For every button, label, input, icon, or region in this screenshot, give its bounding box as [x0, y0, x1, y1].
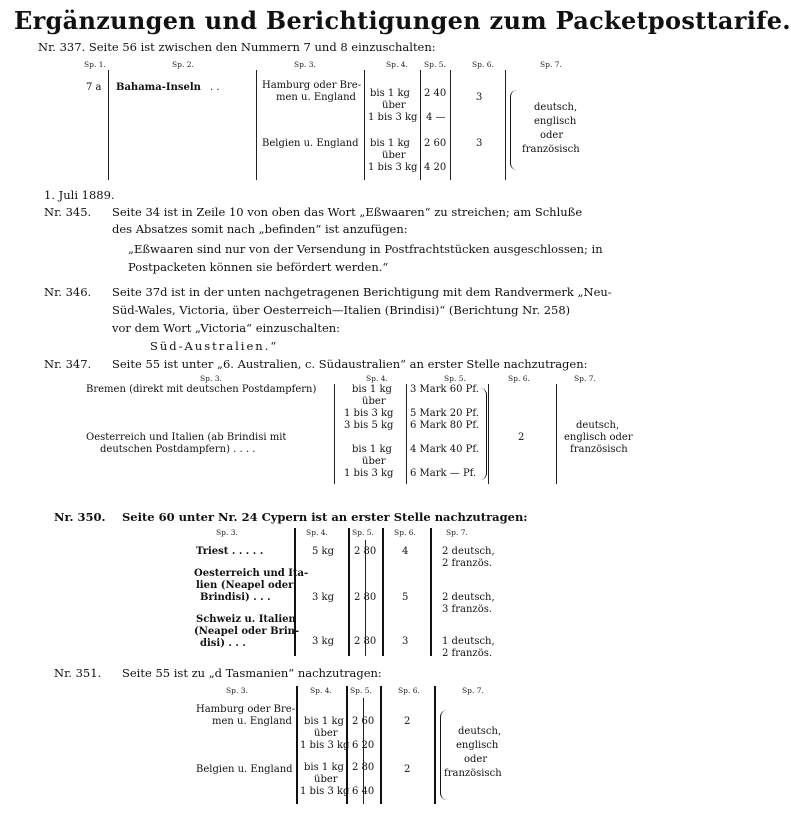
n350-r3-s6: 3 — [402, 636, 409, 647]
n351-r1-via1: Hamburg oder Bre- — [196, 704, 296, 715]
n350-l1: Seite 60 unter Nr. 24 Cypern ist an erster Stelle nachzutragen: — [122, 510, 528, 524]
n350-rule-2 — [348, 528, 350, 656]
n351-r2-w1: bis 1 kg — [304, 762, 344, 773]
n350-r1-w: 5 kg — [312, 546, 335, 557]
n347-sp7-2: englisch oder — [564, 432, 633, 443]
n350-r2-w: 3 kg — [312, 592, 335, 603]
n347-r1-w4: 3 bis 5 kg — [344, 420, 394, 431]
n350-r1-s7-1: 2 deutsch, — [442, 546, 495, 557]
n347-h4: Sp. 4. — [366, 374, 388, 383]
n337-sp7-4: französisch — [522, 144, 580, 155]
n345-label: Nr. 345. — [44, 205, 92, 219]
n350-r2-s7-1: 2 deutsch, — [442, 592, 495, 603]
n347-rule-4 — [556, 384, 557, 484]
n347-h7: Sp. 7. — [574, 374, 596, 383]
n337-rule-4 — [420, 70, 421, 180]
date-line: 1. Juli 1889. — [44, 188, 115, 202]
n337-brace — [510, 90, 517, 170]
n347-h6: Sp. 6. — [508, 374, 530, 383]
n347-sp6: 2 — [518, 432, 525, 443]
n337-r2-p1: 2 60 — [424, 138, 447, 149]
n337-sp7-3: oder — [540, 130, 564, 141]
n347-r1-p3: 6 Mark 80 Pf. — [410, 420, 479, 431]
n351-rule-1 — [296, 686, 298, 804]
n347-r2-w3: 1 bis 3 kg — [344, 468, 394, 479]
n337-r1-via1: Hamburg oder Bre- — [262, 80, 362, 91]
n337-h7: Sp. 7. — [540, 60, 562, 69]
n347-r1-p2: 5 Mark 20 Pf. — [410, 408, 479, 419]
n347-rule-1 — [334, 384, 335, 484]
n351-sp7-2: englisch — [456, 740, 499, 751]
n351-r1-p1: 2 60 — [352, 716, 375, 727]
n337-h3: Sp. 3. — [294, 60, 316, 69]
n351-l1: Seite 55 ist zu „d Tasmanien“ nachzutragen: — [122, 666, 382, 680]
n350-r1-p: 2 80 — [354, 546, 377, 557]
n347-rule-2 — [406, 384, 407, 484]
n350-h7: Sp. 7. — [446, 528, 468, 537]
n346-l3: vor dem Wort „Victoria“ einzuschalten: — [112, 321, 341, 335]
n347-r1-p1: 3 Mark 60 Pf. — [410, 384, 479, 395]
n345-l1: Seite 34 ist in Zeile 10 von oben das Wort „Eßwaaren“ zu streichen; am Schluße — [112, 205, 583, 219]
n347-r2-w1: bis 1 kg — [352, 444, 392, 455]
n337-rule-6 — [505, 70, 506, 180]
n351-r1-w1: bis 1 kg — [304, 716, 344, 727]
n350-rule-5 — [430, 528, 432, 656]
n337-h5: Sp. 5. — [424, 60, 446, 69]
n351-r1-w2: über — [314, 728, 338, 739]
n350-r2-s7-2: 3 französ. — [442, 604, 493, 615]
n350-r2-via2: lien (Neapel oder — [196, 580, 294, 591]
n337-dots: . . — [210, 82, 220, 93]
n337-h2: Sp. 2. — [172, 60, 194, 69]
n351-r2-p1: 2 80 — [352, 762, 375, 773]
n347-h5: Sp. 5. — [444, 374, 466, 383]
n337-country: Bahama-Inseln — [116, 82, 201, 93]
n347-sp7-1: deutsch, — [576, 420, 620, 431]
n337-r1-w3: 1 bis 3 kg — [368, 112, 418, 123]
n337-col1: 7 a — [86, 82, 102, 93]
n337-h4: Sp. 4. — [386, 60, 408, 69]
n337-r1-sp6: 3 — [476, 92, 483, 103]
n351-h6: Sp. 6. — [398, 686, 420, 695]
n350-h5: Sp. 5. — [352, 528, 374, 537]
n337-r2-w1: bis 1 kg — [370, 138, 410, 149]
n351-r1-via2: men u. England — [212, 716, 292, 727]
n350-rule-4 — [382, 528, 384, 656]
n350-h4: Sp. 4. — [306, 528, 328, 537]
n350-r3-p: 2 80 — [354, 636, 377, 647]
n345-l4: Postpacketen können sie befördert werden.“ — [128, 260, 389, 274]
n337-r1-p2: 4 — — [426, 112, 446, 123]
n351-rule-4 — [380, 686, 382, 804]
n350-label: Nr. 350. — [54, 510, 106, 524]
n345-l3: „Eßwaaren sind nur von der Versendung in Postfrachtstücken ausgeschlossen; in — [128, 242, 603, 256]
n350-r3-w: 3 kg — [312, 636, 335, 647]
n350-r3-via1: Schweiz u. Italien — [196, 614, 296, 625]
n351-r2-p2: 6 40 — [352, 786, 375, 797]
n351-r1-w3: 1 bis 3 kg — [300, 740, 350, 751]
n347-sp7-3: französisch — [570, 444, 628, 455]
n337-intro: Nr. 337. Seite 56 ist zwischen den Nummern 7 und 8 einzuschalten: — [38, 40, 436, 54]
n350-r2-via3: Brindisi) . . . — [200, 592, 271, 603]
n337-r2-sp6: 3 — [476, 138, 483, 149]
n347-r2-via2: deutschen Postdampfern) . . . . — [100, 444, 256, 455]
n351-brace — [440, 710, 447, 800]
n350-h3: Sp. 3. — [216, 528, 238, 537]
n351-r2-via: Belgien u. England — [196, 764, 293, 775]
n351-r1-p2: 6 20 — [352, 740, 375, 751]
n346-l4: Süd-Australien.“ — [150, 339, 279, 353]
n351-rule-5 — [434, 686, 436, 804]
n346-l1: Seite 37d ist in der unten nachgetragenen Berichtigung mit dem Randvermerk „Neu- — [112, 285, 612, 299]
n347-r1-w3: 1 bis 3 kg — [344, 408, 394, 419]
n351-r2-s6: 2 — [404, 764, 411, 775]
n350-r2-via1: Oesterreich und Ita- — [194, 568, 309, 579]
n337-r1-w2: über — [382, 100, 406, 111]
page-title: Ergänzungen und Berichtigungen zum Packetposttarife. — [14, 6, 791, 35]
n346-label: Nr. 346. — [44, 285, 92, 299]
n350-r1-s6: 4 — [402, 546, 409, 557]
n347-r1-w2: über — [362, 396, 386, 407]
n351-h7: Sp. 7. — [462, 686, 484, 695]
n351-r2-w2: über — [314, 774, 338, 785]
n347-r2-p1: 4 Mark 40 Pf. — [410, 444, 479, 455]
n350-h6: Sp. 6. — [394, 528, 416, 537]
n337-rule-2 — [256, 70, 257, 180]
n347-r2-w2: über — [362, 456, 386, 467]
n350-r2-p: 2 80 — [354, 592, 377, 603]
n337-rule-1 — [108, 70, 109, 180]
n351-h3: Sp. 3. — [226, 686, 248, 695]
n337-rule-5 — [450, 70, 451, 180]
n345-l2: des Absatzes somit nach „befinden“ ist anzufügen: — [112, 222, 408, 236]
n347-label: Nr. 347. — [44, 357, 92, 371]
n347-r2-p2: 6 Mark — Pf. — [410, 468, 477, 479]
n337-r2-w3: 1 bis 3 kg — [368, 162, 418, 173]
n337-r1-p1: 2 40 — [424, 88, 447, 99]
n351-sp7-3: oder — [464, 754, 488, 765]
n351-h5: Sp. 5. — [350, 686, 372, 695]
n351-label: Nr. 351. — [54, 666, 102, 680]
n337-r2-w2: über — [382, 150, 406, 161]
n351-h4: Sp. 4. — [310, 686, 332, 695]
n347-h3: Sp. 3. — [200, 374, 222, 383]
n337-h1: Sp. 1. — [84, 60, 106, 69]
n350-r3-via2: (Neapel oder Brin- — [194, 626, 300, 637]
n351-r1-s6: 2 — [404, 716, 411, 727]
n346-l2: Süd-Wales, Victoria, über Oesterreich—Italien (Brindisi)“ (Berichtung Nr. 258) — [112, 303, 571, 317]
n337-r2-via: Belgien u. England — [262, 138, 359, 149]
n350-r1-via: Triest . . . . . — [196, 546, 264, 557]
n347-rule-3 — [488, 384, 489, 484]
n350-r3-via3: disi) . . . — [200, 638, 246, 649]
n350-r3-s7-1: 1 deutsch, — [442, 636, 495, 647]
n350-r2-s6: 5 — [402, 592, 409, 603]
n337-r1-via2: men u. England — [276, 92, 356, 103]
n337-rule-3 — [364, 70, 365, 180]
n337-sp7-2: englisch — [534, 116, 577, 127]
n351-sp7-1: deutsch, — [458, 726, 502, 737]
n337-r1-w1: bis 1 kg — [370, 88, 410, 99]
n347-r1-via: Bremen (direkt mit deutschen Postdampfern) — [86, 384, 317, 395]
n351-sp7-4: französisch — [444, 768, 502, 779]
n337-h6: Sp. 6. — [472, 60, 494, 69]
n350-r1-s7-2: 2 französ. — [442, 558, 493, 569]
n347-r2-via1: Oesterreich und Italien (ab Brindisi mit — [86, 432, 287, 443]
n337-sp7-1: deutsch, — [534, 102, 578, 113]
n350-r3-s7-2: 2 französ. — [442, 648, 493, 659]
n347-brace — [480, 388, 487, 480]
n337-r2-p2: 4 20 — [424, 162, 447, 173]
n351-r2-w3: 1 bis 3 kg — [300, 786, 350, 797]
n347-l1: Seite 55 ist unter „6. Australien, c. Südaustralien“ an erster Stelle nachzutragen: — [112, 357, 588, 371]
n347-r1-w1: bis 1 kg — [352, 384, 392, 395]
